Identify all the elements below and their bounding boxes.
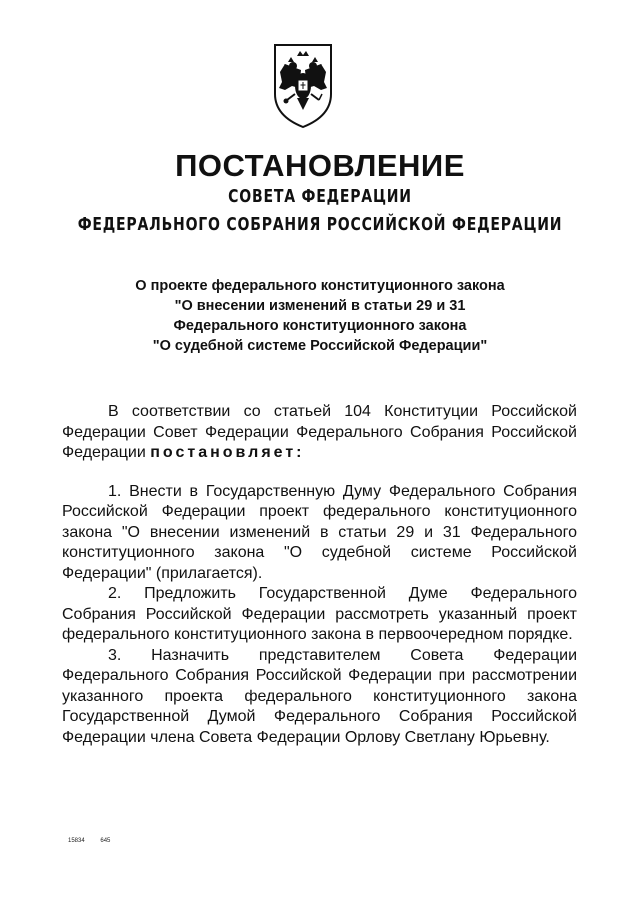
footer-code: 645 — [100, 838, 111, 844]
issuer-line-2: ФЕДЕРАЛЬНОГО СОБРАНИЯ РОССИЙСКОЙ ФЕДЕРАЦИИ — [77, 214, 563, 235]
resolution-item: 2. Предложить Государственной Думе Федерального Собрания Российской Федерации рассмотреть указанный проект федерального конституционного закона в первоочередном порядке. — [62, 585, 577, 643]
document-subject — [90, 276, 550, 356]
print-footer — [68, 838, 110, 844]
resolution-item: 3. Назначить представителем Совета Федерации Федерального Собрания Российской Федерации при рассмотрении указанного проекта федерального конституционного закона Государственной Думой Федерального Собрания Российской Федерации члена Совета Федерации Орлову Светлану Юрьевну. — [62, 646, 577, 746]
double-headed-eagle-icon — [272, 42, 334, 130]
issuer-line-1: СОВЕТА ФЕДЕРАЦИИ — [228, 186, 412, 207]
document-body — [62, 402, 577, 748]
subject-line: О проекте федерального конституционного закона — [135, 278, 505, 294]
footer-code: 15834 — [68, 838, 85, 844]
subject-line: "О судебной системе Российской Федерации" — [152, 338, 488, 354]
resolution-item: 1. Внести в Государственную Думу Федерального Собрания Российской Федерации проект федерального конституционного закона "О внесении изменений в статьи 29 и 31 Федерального конституционного закона "О судебной системе Российской Федерации" (прилагается). — [62, 482, 577, 582]
resolution-keyword: постановляет: — [150, 444, 305, 461]
document-title: ПОСТАНОВЛЕНИЕ — [175, 148, 465, 183]
state-emblem — [272, 42, 334, 130]
preamble-paragraph — [62, 402, 577, 464]
preamble-text: В соответствии со статьей 104 Конституции Российской Федерации Совет Федерации Федерального Собрания Российской Федерации — [62, 403, 577, 461]
subject-line: "О внесении изменений в статьи 29 и 31 — [174, 298, 466, 314]
subject-line: Федерального конституционного закона — [173, 318, 467, 334]
